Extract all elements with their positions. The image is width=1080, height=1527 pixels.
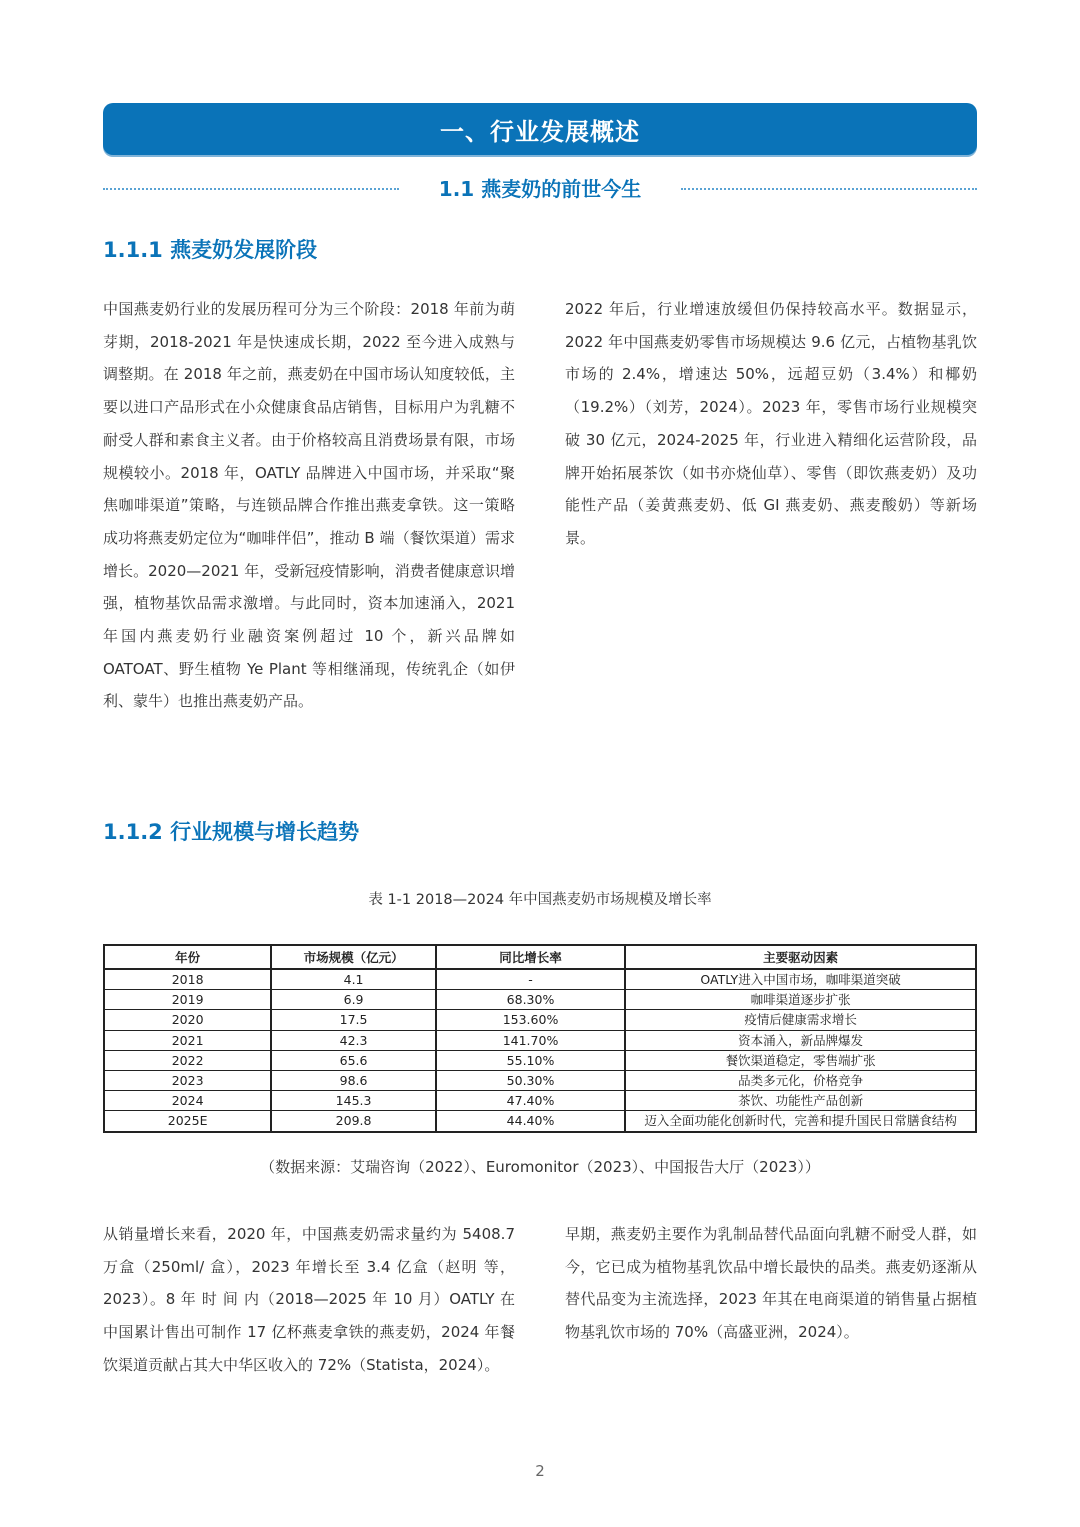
cell-market-size: 6.9 <box>271 990 436 1010</box>
cell-year: 2020 <box>104 1010 271 1030</box>
market-size-table <box>103 944 977 1133</box>
dotted-divider-left <box>103 188 399 190</box>
cell-year: 2022 <box>104 1050 271 1070</box>
table-row <box>104 1010 976 1030</box>
cell-growth-rate: 47.40% <box>436 1091 625 1111</box>
cell-driver: 咖啡渠道逐步扩张 <box>625 990 976 1010</box>
cell-market-size: 98.6 <box>271 1070 436 1090</box>
cell-growth-rate: 68.30% <box>436 990 625 1010</box>
paragraph-growth-left: 从销量增长来看，2020 年，中国燕麦奶需求量约为 5408.7 万盒（250ml/ 盒），2023 年增长至 3.4 亿盒（赵明 等，2023）。8 年 时 间 内（2018—2025 年 10 月）OATLY 在中国累计售出可制作 17 亿杯燕麦拿铁的燕麦奶，2024 年餐饮渠道贡献占其大中华区收入的 72%（Statista，2024）。 <box>103 1225 515 1374</box>
data-source-note: （数据来源：艾瑞咨询（2022）、Euromonitor（2023）、中国报告大厅（2023）） <box>260 1158 820 1176</box>
cell-year: 2018 <box>104 969 271 990</box>
cell-year: 2025E <box>104 1111 271 1132</box>
cell-market-size: 209.8 <box>271 1111 436 1132</box>
dotted-divider-right <box>681 188 977 190</box>
cell-driver: 迈入全面功能化创新时代，完善和提升国民日常膳食结构 <box>625 1111 976 1132</box>
cell-market-size: 17.5 <box>271 1010 436 1030</box>
cell-growth-rate: 55.10% <box>436 1050 625 1070</box>
cell-driver: 资本涌入，新品牌爆发 <box>625 1030 976 1050</box>
header-growth-rate: 同比增长率 <box>436 945 625 969</box>
chapter-title: 一、行业发展概述 <box>440 117 640 146</box>
table-row <box>104 1091 976 1111</box>
paragraph-growth-right: 早期，燕麦奶主要作为乳制品替代品面向乳糖不耐受人群，如今，它已成为植物基乳饮品中增长最快的品类。燕麦奶逐渐从替代品变为主流选择，2023 年其在电商渠道的销售量占据植物基乳饮市场的 70%（高盛亚洲，2024）。 <box>565 1225 977 1342</box>
paragraph-stages-right: 2022 年后，行业增速放缓但仍保持较高水平。数据显示，2022 年中国燕麦奶零售市场规模达 9.6 亿元，占植物基乳饮市场的 2.4%，增速达 50%，远超豆奶（3.4%）和椰奶（19.2%）（刘芳，2024）。2023 年，零售市场行业规模突破 30 亿元，2024-2025 年，行业进入精细化运营阶段，品牌开始拓展茶饮（如书亦烧仙草）、零售（即饮燕麦奶）及功能性产品（姜黄燕麦奶、低 GI 燕麦奶、燕麦酸奶）等新场景。 <box>565 300 977 547</box>
chapter-banner <box>103 103 977 155</box>
table-caption: 表 1-1 2018—2024 年中国燕麦奶市场规模及增长率 <box>368 892 712 908</box>
table-row <box>104 1111 976 1132</box>
section-title: 1.1 燕麦奶的前世今生 <box>438 176 642 201</box>
cell-market-size: 42.3 <box>271 1030 436 1050</box>
table-header-row <box>104 945 976 969</box>
table-row <box>104 990 976 1010</box>
paragraph-stages-left: 中国燕麦奶行业的发展历程可分为三个阶段：2018 年前为萌芽期，2018-2021 年是快速成长期，2022 至今进入成熟与调整期。在 2018 年之前，燕麦奶在中国市场认知度较低，主要以进口产品形式在小众健康食品店销售，目标用户为乳糖不耐受人群和素食主义者。由于价格较高且消费场景有限，市场规模较小。2018 年，OATLY 品牌进入中国市场，并采取“聚焦咖啡渠道”策略，与连锁品牌合作推出燕麦拿铁。这一策略成功将燕麦奶定位为“咖啡伴侣”，推动 B 端（餐饮渠道）需求增长。2020—2021 年，受新冠疫情影响，消费者健康意识增强，植物基饮品需求激增。与此同时，资本加速涌入，2021 年国内燕麦奶行业融资案例超过 10 个，新兴品牌如 OATOAT、野生植物 Ye Plant 等相继涌现，传统乳企（如伊利、蒙牛）也推出燕麦奶产品。 <box>103 300 515 711</box>
cell-driver: 餐饮渠道稳定，零售端扩张 <box>625 1050 976 1070</box>
section-heading-row <box>103 170 977 204</box>
cell-year: 2019 <box>104 990 271 1010</box>
table-row <box>104 1030 976 1050</box>
cell-year: 2021 <box>104 1030 271 1050</box>
cell-market-size: 65.6 <box>271 1050 436 1070</box>
cell-driver: 茶饮、功能性产品创新 <box>625 1091 976 1111</box>
cell-driver: OATLY进入中国市场，咖啡渠道突破 <box>625 969 976 990</box>
cell-growth-rate: - <box>436 969 625 990</box>
cell-driver: 疫情后健康需求增长 <box>625 1010 976 1030</box>
cell-market-size: 4.1 <box>271 969 436 990</box>
page-number: 2 <box>535 1462 545 1480</box>
subsection-title-1: 1.1.1 燕麦奶发展阶段 <box>103 238 318 262</box>
cell-growth-rate: 141.70% <box>436 1030 625 1050</box>
cell-growth-rate: 44.40% <box>436 1111 625 1132</box>
cell-year: 2023 <box>104 1070 271 1090</box>
header-market-size: 市场规模（亿元） <box>271 945 436 969</box>
cell-year: 2024 <box>104 1091 271 1111</box>
table-row <box>104 1050 976 1070</box>
cell-growth-rate: 153.60% <box>436 1010 625 1030</box>
cell-growth-rate: 50.30% <box>436 1070 625 1090</box>
cell-market-size: 145.3 <box>271 1091 436 1111</box>
header-year: 年份 <box>104 945 271 969</box>
table-row <box>104 969 976 990</box>
table-row <box>104 1070 976 1090</box>
cell-driver: 品类多元化，价格竞争 <box>625 1070 976 1090</box>
subsection-title-2: 1.1.2 行业规模与增长趋势 <box>103 820 360 844</box>
header-drivers: 主要驱动因素 <box>625 945 976 969</box>
